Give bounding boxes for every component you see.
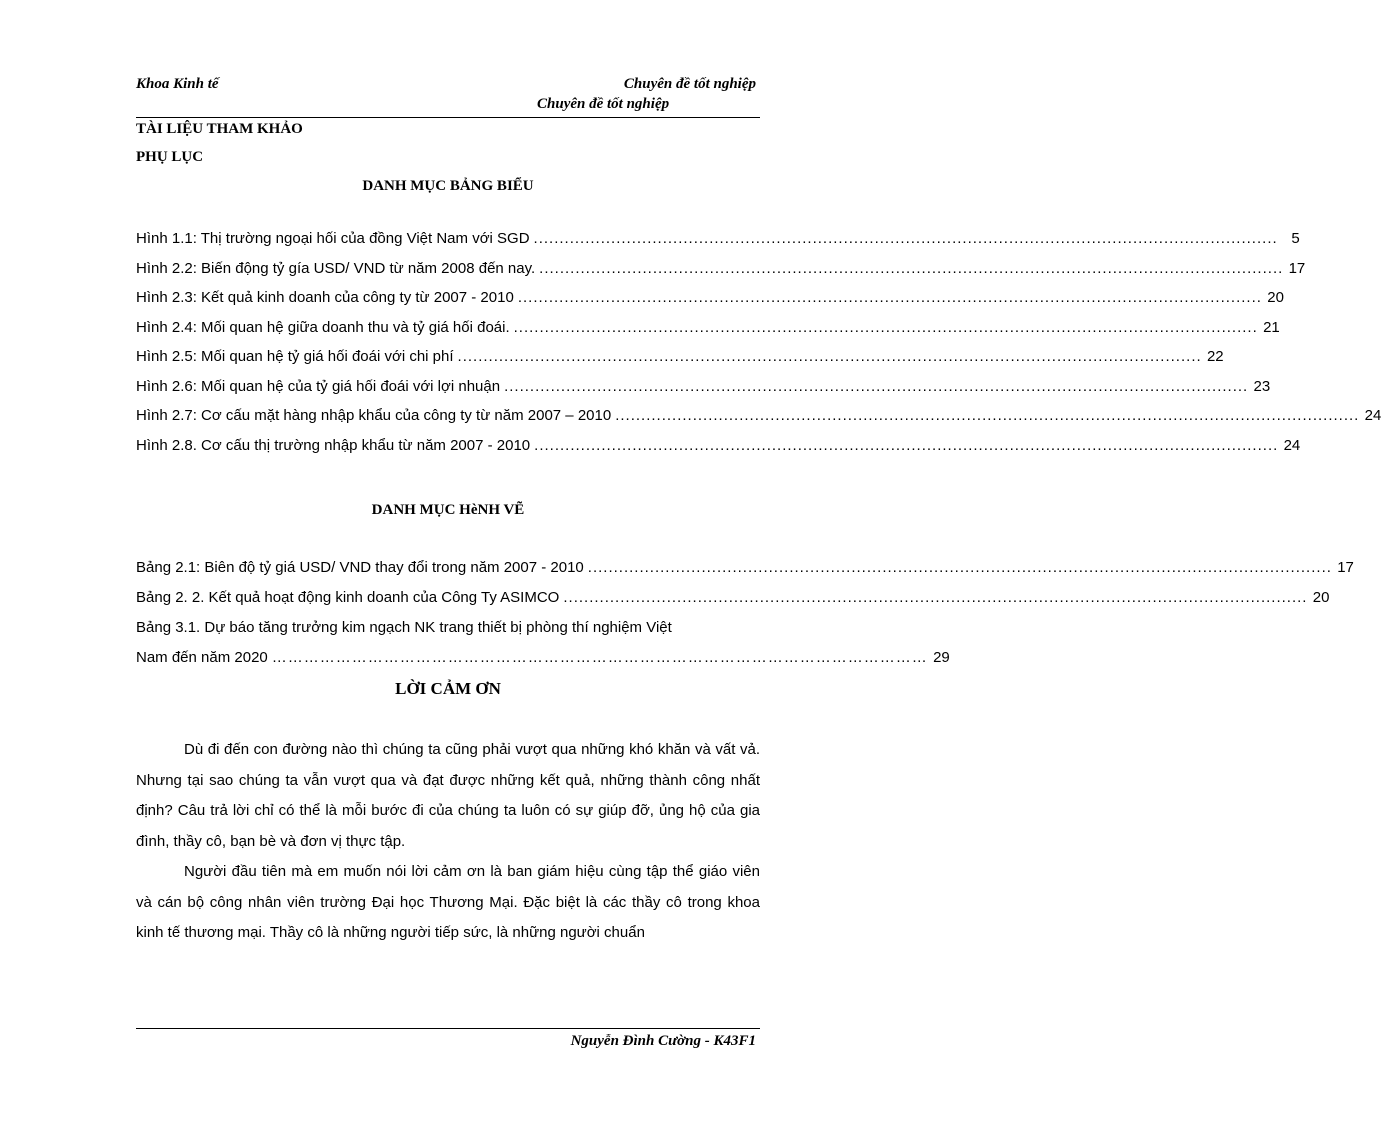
toc-entry-page: 17: [1337, 559, 1354, 576]
toc-entry-label: Hình 2.8. Cơ cấu thị trường nhập khẩu từ năm 2007 - 2010: [136, 436, 531, 454]
toc-entry-label: Hình 2.2: Biến động tỷ gía USD/ VND từ năm 2008 đến nay.: [136, 259, 536, 277]
toc-leader: ................................................................................................................................................: [539, 259, 1284, 277]
toc-entry[interactable]: [136, 230, 1300, 250]
toc-entry-label: Hình 2.6: Mối quan hệ của tỷ giá hối đoái với lợi nhuận: [136, 377, 501, 395]
acknowledgement-body: [136, 735, 760, 949]
footer-rule: [136, 1028, 760, 1029]
toc-entry-page: 24: [1364, 407, 1381, 424]
toc-leader: ................................................................................................................................................: [533, 230, 1278, 247]
toc-leader: ................................................................................................................................................: [457, 348, 1202, 365]
toc-leader: ................................................................................................................................................: [517, 289, 1262, 306]
toc-entry[interactable]: [136, 436, 1301, 457]
toc-entry[interactable]: [136, 559, 1354, 579]
toc-entry-label: Hình 2.5: Mối quan hệ tỷ giá hối đoái với chi phí: [136, 348, 454, 365]
toc-entry-page: 21: [1263, 318, 1280, 336]
toc-entry-label: Bảng 2. 2. Kết quả hoạt động kinh doanh của Công Ty ASIMCO: [136, 589, 560, 606]
toc-entry[interactable]: [136, 259, 1306, 280]
toc-entry-page: 29: [933, 649, 950, 666]
toc-entry[interactable]: [136, 348, 1224, 368]
toc-entry-page: 20: [1267, 289, 1284, 306]
toc-entry-page: 23: [1253, 377, 1271, 395]
acknowledgement-paragraph: Dù đi đến con đường nào thì chúng ta cũng phải vượt qua những khó khăn và vất vả. Nhưng tại sao chúng ta vẫn vượt qua và đạt được những kết quả, những thành công nhất định? Câu trả lời chỉ có thể là mỗi bước đi của chúng ta luôn có sự giúp đỡ, ủng hộ của gia đình, thầy cô, bạn bè và đơn vị thực tập.: [136, 741, 760, 850]
toc-entry-page: 22: [1206, 348, 1224, 365]
toc-entry[interactable]: [136, 377, 1271, 398]
toc-entry[interactable]: [136, 649, 950, 669]
figures-list-title: DANH MỤC BẢNG BIỂU: [362, 178, 534, 194]
toc-entry-page: 24: [1283, 436, 1301, 454]
footer-author: Nguyễn Đình Cường - K43F1: [570, 1033, 756, 1049]
toc-entry[interactable]: [136, 407, 1381, 427]
toc-entry-label: Hình 2.7: Cơ cấu mặt hàng nhập khẩu của công ty từ năm 2007 – 2010: [136, 407, 612, 424]
header-title-repeat: Chuyên đề tốt nghiệp: [537, 96, 670, 112]
toc-entry[interactable]: [136, 289, 1284, 309]
references-heading: TÀI LIỆU THAM KHẢO: [136, 121, 303, 137]
toc-leader: ……………………………………………………………………………………………………………: [271, 649, 928, 666]
acknowledgement-title: LỜI CẢM ƠN: [395, 679, 501, 698]
toc-leader: ................................................................................................................................................: [504, 377, 1249, 395]
toc-leader: ................................................................................................................................................: [615, 407, 1360, 424]
toc-entry-label: Bảng 3.1. Dự báo tăng trưởng kim ngạch NK trang thiết bị phòng thí nghiệm Việt: [136, 619, 672, 636]
toc-entry-label: Hình 2.4: Mối quan hệ giữa doanh thu và tỷ giá hối đoái.: [136, 318, 510, 336]
appendix-heading: PHỤ LỤC: [136, 149, 204, 165]
toc-entry-label: Bảng 2.1: Biên độ tỷ giá USD/ VND thay đổi trong năm 2007 - 2010: [136, 559, 584, 576]
toc-leader: ................................................................................................................................................: [534, 436, 1279, 454]
toc-entry-label: Nam đến năm 2020: [136, 649, 268, 666]
toc-entry-label: Hình 2.3: Kết quả kinh doanh của công ty từ 2007 - 2010: [136, 289, 514, 306]
toc-entry-label: Hình 1.1: Thị trường ngoại hối của đồng Việt Nam với SGD: [136, 230, 530, 247]
header-rule: [136, 117, 760, 118]
toc-entry-page: 17: [1288, 259, 1306, 277]
toc-leader: ................................................................................................................................................: [563, 589, 1308, 606]
toc-entry[interactable]: [136, 318, 1280, 339]
toc-leader: ................................................................................................................................................: [587, 559, 1332, 576]
toc-entry[interactable]: [136, 589, 1330, 609]
toc-entry-page: 20: [1312, 589, 1330, 606]
toc-leader: ................................................................................................................................................: [513, 318, 1258, 336]
toc-entry-page: 5: [1291, 230, 1300, 247]
header-title: Chuyên đề tốt nghiệp: [623, 76, 756, 92]
header-faculty: Khoa Kinh tế: [136, 76, 219, 92]
acknowledgement-paragraph: Người đầu tiên mà em muốn nói lời cảm ơn là ban giám hiệu cùng tập thể giáo viên và cán bộ công nhân viên trường Đại học Thương Mại. Đặc biệt là các thầy cô trong khoa kinh tế thương mại. Thầy cô là những người tiếp sức, là những người chuẩn: [136, 863, 760, 941]
toc-entry-line1[interactable]: [136, 619, 760, 639]
tables-list-title: DANH MỤC HèNH VẼ: [371, 502, 525, 518]
